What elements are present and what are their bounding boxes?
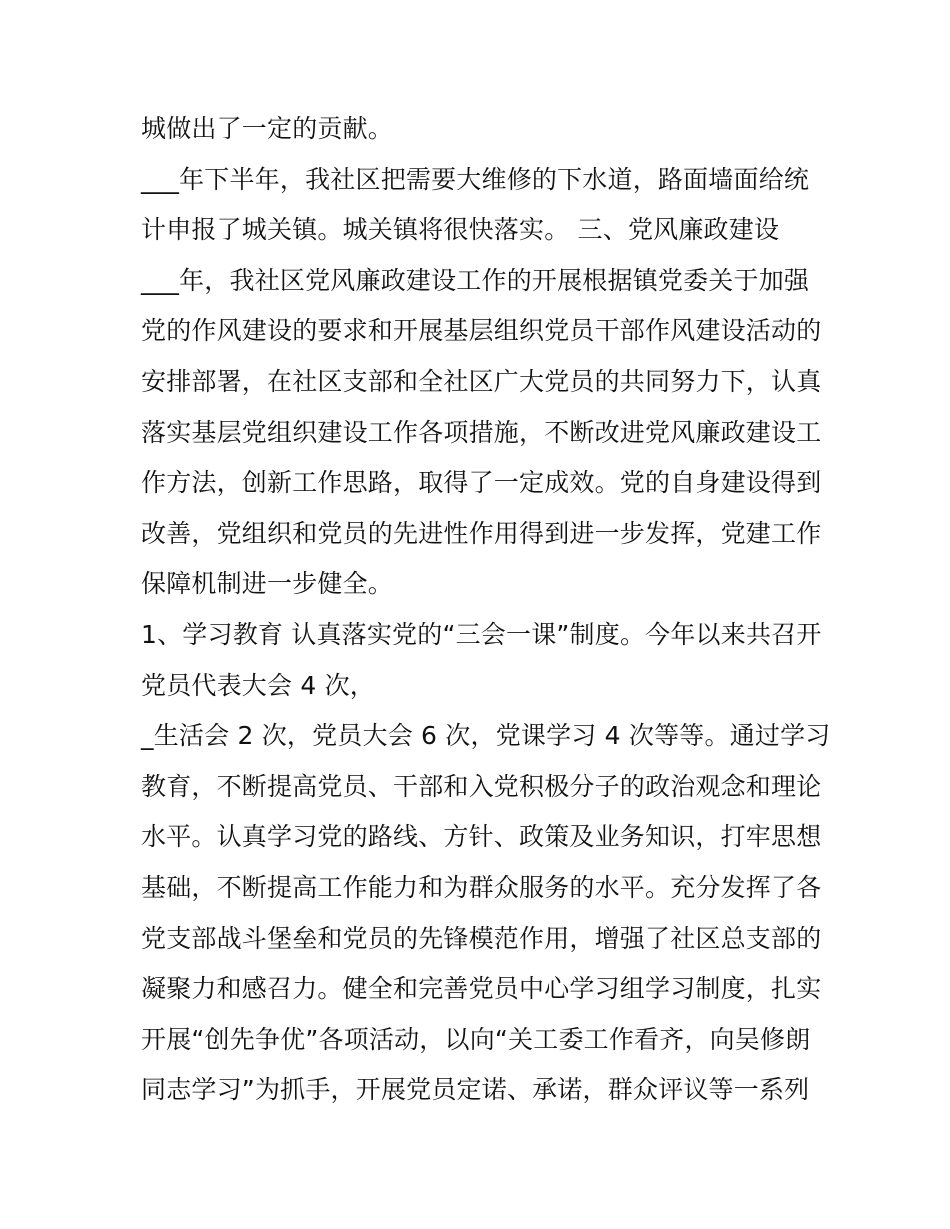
text-line: 城做出了一定的贡献。 bbox=[141, 114, 394, 143]
text-line: 党的作风建设的要求和开展基层组织党员干部作风建设活动的 bbox=[141, 316, 822, 345]
text-line: 教育，不断提高党员、干部和入党积极分子的政治观念和理论 bbox=[141, 772, 822, 801]
text-line: 基础，不断提高工作能力和为群众服务的水平。充分发挥了各 bbox=[141, 873, 822, 902]
text-line: 党员代表大会 4 次， bbox=[141, 671, 376, 700]
text-line: 保障机制进一步健全。 bbox=[141, 569, 394, 598]
text-line: 作方法，创新工作思路，取得了一定成效。党的自身建设得到 bbox=[141, 468, 822, 497]
text-line: 水平。认真学习党的路线、方针、政策及业务知识，打牢思想 bbox=[141, 822, 822, 851]
text-line: 开展“创先争优”各项活动，以向“关工委工作看齐，向吴修朗 bbox=[141, 1025, 811, 1054]
text-line: ___年下半年，我社区把需要大维修的下水道，路面墙面给统 bbox=[141, 165, 810, 194]
text-line: ___年，我社区党风廉政建设工作的开展根据镇党委关于加强 bbox=[141, 266, 810, 295]
text-line: 改善，党组织和党员的先进性作用得到进一步发挥，党建工作 bbox=[141, 519, 822, 548]
text-line: 同志学习”为抓手，开展党员定诺、承诺，群众评议等一系列 bbox=[141, 1075, 810, 1104]
text-line: 党支部战斗堡垒和党员的先锋模范作用，增强了社区总支部的 bbox=[141, 924, 822, 953]
text-line: 安排部署，在社区支部和全社区广大党员的共同努力下，认真 bbox=[141, 367, 822, 396]
text-line: 凝聚力和感召力。健全和完善党员中心学习组学习制度，扎实 bbox=[141, 974, 822, 1003]
text-line: 1、学习教育 认真落实党的“三会一课”制度。今年以来共召开 bbox=[141, 620, 822, 649]
text-line: 计申报了城关镇。城关镇将很快落实。 三、党风廉政建设 bbox=[141, 215, 780, 244]
text-line: 落实基层党组织建设工作各项措施，不断改进党风廉政建设工 bbox=[141, 418, 822, 447]
text-line: _生活会 2 次，党员大会 6 次，党课学习 4 次等等。通过学习 bbox=[141, 721, 831, 750]
